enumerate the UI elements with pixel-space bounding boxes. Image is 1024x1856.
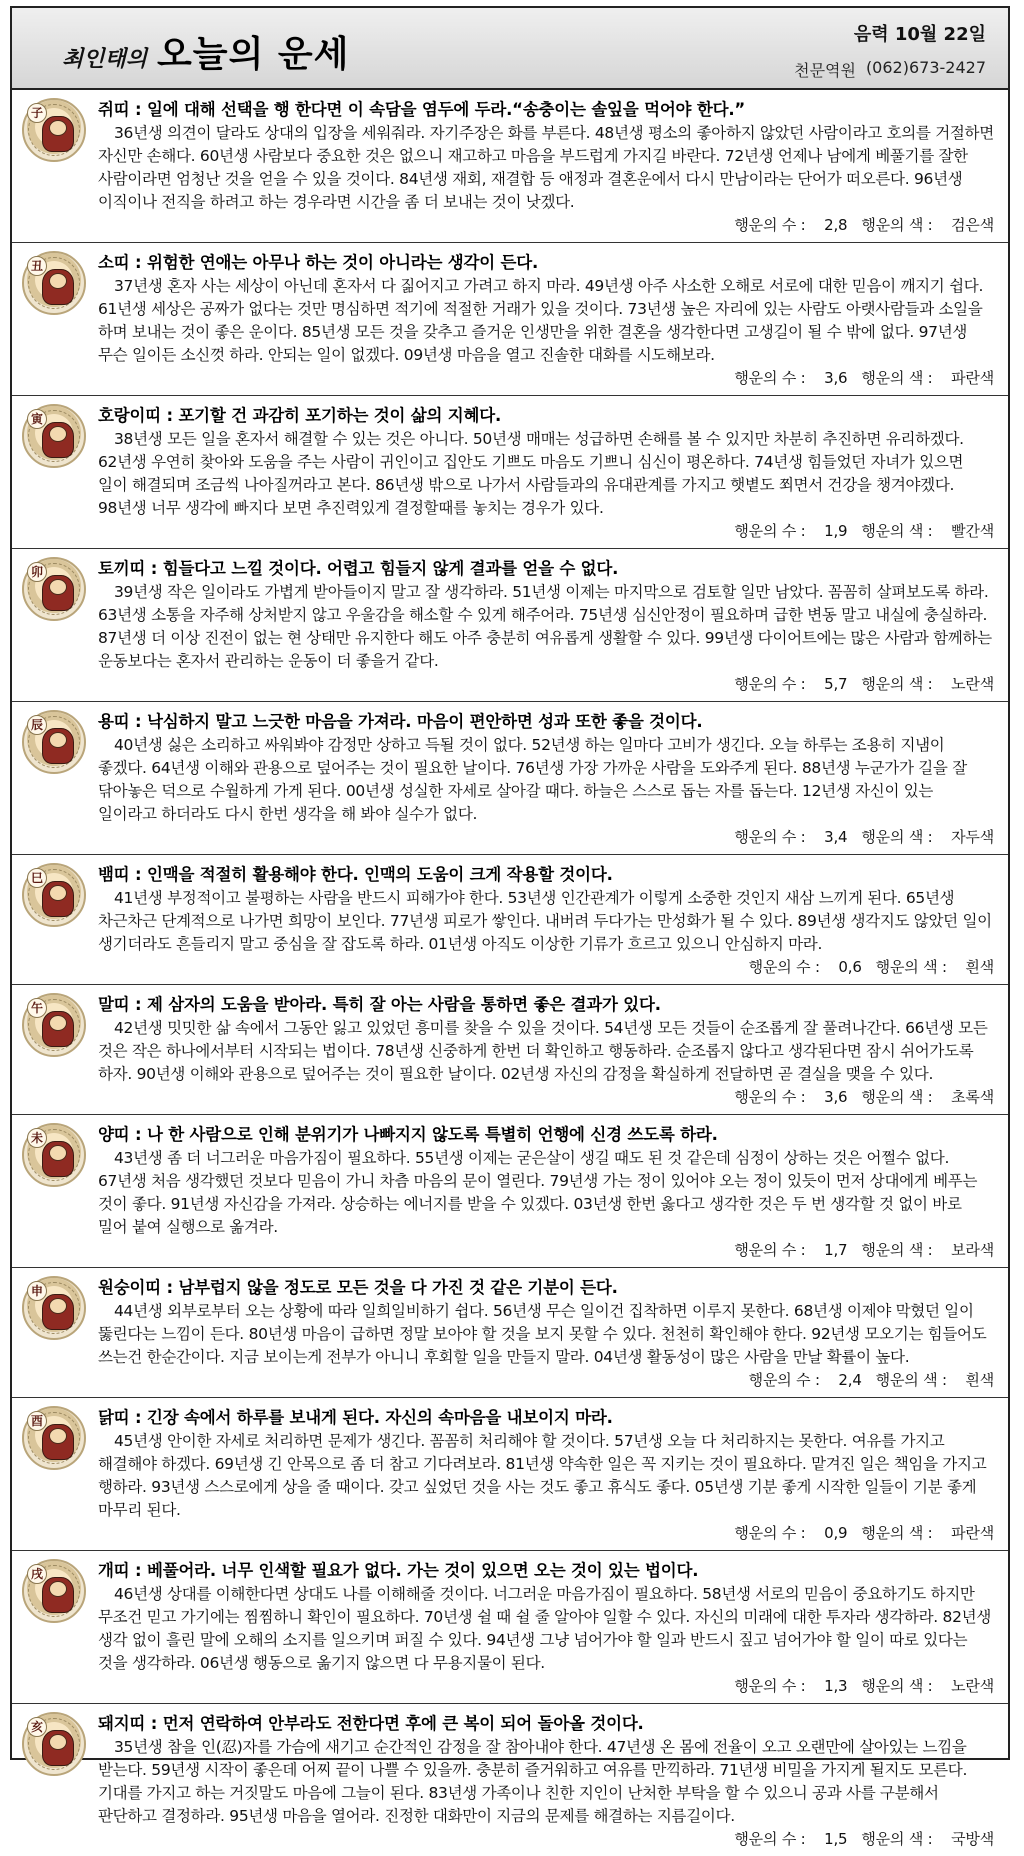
dog-zodiac-icon bbox=[22, 1559, 86, 1623]
entry-headline: 말띠 : 제 삼자의 도움을 받아라. 특히 잘 아는 사람을 통하면 좋은 결과가 있다. bbox=[98, 995, 661, 1014]
lucky-color-value: 빨간색 bbox=[951, 522, 994, 540]
entry-headline: 토끼띠 : 힘들다고 느낄 것이다. 어렵고 힘들지 않게 결과를 얻을 수 없다. bbox=[98, 559, 619, 578]
lucky-color-value: 파란색 bbox=[951, 369, 994, 387]
entry-body: 36년생 의견이 달라도 상대의 입장을 세워줘라. 자기주장은 화를 부른다. 48년생 평소의 좋아하지 않았던 사람이라고 호의를 거절하면 자신만 손해다. 60년생 사람보다 중요한 것은 없으니 재고하고 마음을 부드럽게 가지길 바란다. 72년생 언제나 남에게 베풀기를 잘한 사람이라면 엄청난 것을 얻을 수 있을 것이다. 84년생 재회, 재결합 등 애정과 결혼운에서 다시 만남이라는 단어가 떠오른다. 96년생 이직이나 전직을 하려고 하는 경우라면 시간을 좀 더 보내는 것이 낫겠다. bbox=[98, 124, 994, 211]
rooster-zodiac-icon bbox=[22, 1406, 86, 1470]
lucky-number-value: 5,7 bbox=[824, 675, 848, 693]
entry-body: 35년생 참을 인(忍)자를 가슴에 새기고 순간적인 감정을 잘 참아내야 한다. 47년생 온 몸에 전율이 오고 오랜만에 살아있는 느낌을 받는다. 59년생 시작이 좋은데 어찌 끝이 나쁠 수 있을까. 충분히 즐거워하고 여유를 만끽하라. 71년생 비밀을 가지게 될지도 모른다. 기대를 가지고 하는 거짓말도 마음에 그늘이 된다. 83년생 가족이나 친한 지인이 난처한 부탁을 할 수 있으니 공과 사를 구분해서 판단하고 결정하라. 95년생 마음을 열어라. 진정한 대화만이 지금의 문제를 해결하는 지름길이다. bbox=[98, 1738, 968, 1825]
icon-face bbox=[49, 426, 67, 442]
lucky-color bbox=[876, 958, 994, 976]
lucky-number-label: 행운의 수 : bbox=[734, 1088, 806, 1106]
entry-headline: 호랑이띠 : 포기할 건 과감히 포기하는 것이 삶의 지혜다. bbox=[98, 406, 502, 425]
entry-body: 38년생 모든 일을 혼자서 해결할 수 있는 것은 아니다. 50년생 매매는 성급하면 손해를 볼 수 있지만 차분히 추진하면 유리하겠다. 62년생 우연히 찾아와 도움을 주는 사람이 귀인이고 집안도 기쁘도 마음도 기쁘니 심신이 평온하다. 74년생 힘들었던 자녀가 있으면 일이 해결되며 조금씩 나아질꺼라고 본다. 86년생 밖으로 나가서 사람들과의 유대관계를 가지고 햇볕도 쬐면서 건강을 챙겨야겠다. 98년생 너무 생각에 빠지다 보면 추진력있게 결정할때를 놓치는 경우가 있다. bbox=[98, 430, 964, 517]
lucky-number-label: 행운의 수 : bbox=[734, 828, 806, 846]
lucky-color-value: 자두색 bbox=[951, 828, 994, 846]
horoscope-entry bbox=[12, 1268, 1008, 1398]
horoscope-list bbox=[12, 90, 1008, 1856]
icon-face bbox=[49, 273, 67, 289]
lucky-number bbox=[734, 1830, 847, 1848]
lucky-number-value: 3,6 bbox=[824, 1088, 848, 1106]
lucky-color-value: 초록색 bbox=[951, 1088, 994, 1106]
horoscope-entry bbox=[12, 1115, 1008, 1268]
horoscope-entry bbox=[12, 1704, 1008, 1856]
horoscope-entry bbox=[12, 1398, 1008, 1551]
entry-headline: 원숭이띠 : 남부럽지 않을 정도로 모든 것을 다 가진 것 같은 기분이 든다. bbox=[98, 1278, 618, 1297]
lucky-number bbox=[734, 1524, 847, 1542]
lucky-number-label: 행운의 수 : bbox=[734, 1677, 806, 1695]
lucky-number bbox=[734, 216, 847, 234]
lucky-number-label: 행운의 수 : bbox=[748, 958, 820, 976]
lucky-number bbox=[734, 1677, 847, 1695]
lucky-color-label: 행운의 색 : bbox=[861, 675, 933, 693]
icon-face bbox=[49, 1428, 67, 1444]
lucky-color-label: 행운의 색 : bbox=[861, 1088, 933, 1106]
lucky-number-label: 행운의 수 : bbox=[734, 1241, 806, 1259]
entry-body: 46년생 상대를 이해한다면 상대도 나를 이해해줄 것이다. 너그러운 마음가짐이 필요하다. 58년생 서로의 믿음이 중요하기도 하지만 무조건 믿고 가기에는 찜찜하니 확인이 필요하다. 70년생 쉴 때 쉴 줄 알아야 일할 수 있다. 자신의 미래에 대한 투자라 생각하라. 82년생 생각 없이 흘린 말에 오해의 소지를 일으키며 퍼질 수 있다. 94년생 그냥 넘어가야 할 일과 반드시 짚고 넘어가야 할 일이 따로 있다는 것을 생각하라. 06년생 행동으로 옮기지 않으면 다 무용지물이 된다. bbox=[98, 1585, 991, 1672]
entry-headline: 쥐띠 : 일에 대해 선택을 행 한다면 이 속담을 염두에 두라.“송충이는 솔잎을 먹어야 한다.” bbox=[98, 100, 746, 119]
lucky-color-label: 행운의 색 : bbox=[861, 522, 933, 540]
lucky-number-value: 1,7 bbox=[824, 1241, 848, 1259]
brand bbox=[62, 26, 349, 77]
zodiac-glyph: 申 bbox=[27, 1281, 47, 1301]
organization bbox=[794, 58, 986, 81]
zodiac-glyph: 戌 bbox=[27, 1564, 47, 1584]
lucky-number-label: 행운의 수 : bbox=[734, 216, 806, 234]
horoscope-entry bbox=[12, 396, 1008, 549]
ox-zodiac-icon bbox=[22, 251, 86, 315]
lucky-number bbox=[734, 522, 847, 540]
lucky-color-label: 행운의 색 : bbox=[861, 1830, 933, 1848]
lucky-info bbox=[98, 520, 994, 542]
page-title: 오늘의 운세 bbox=[157, 33, 350, 75]
lucky-number bbox=[734, 369, 847, 387]
lucky-color-label: 행운의 색 : bbox=[875, 958, 947, 976]
lucky-color-value: 국방색 bbox=[951, 1830, 994, 1848]
lucky-info bbox=[98, 1828, 994, 1850]
lucky-color-value: 흰색 bbox=[965, 1371, 994, 1389]
icon-face bbox=[49, 1145, 67, 1161]
lucky-color-value: 보라색 bbox=[951, 1241, 994, 1259]
lucky-number-label: 행운의 수 : bbox=[734, 1830, 806, 1848]
horse-zodiac-icon bbox=[22, 993, 86, 1057]
horoscope-entry bbox=[12, 855, 1008, 985]
lucky-number-value: 2,8 bbox=[824, 216, 848, 234]
rat-zodiac-icon bbox=[22, 98, 86, 162]
icon-face bbox=[49, 120, 67, 136]
horoscope-entry bbox=[12, 985, 1008, 1115]
zodiac-glyph: 辰 bbox=[27, 715, 47, 735]
zodiac-glyph: 亥 bbox=[27, 1717, 47, 1737]
lucky-color-label: 행운의 색 : bbox=[861, 1241, 933, 1259]
icon-face bbox=[49, 1581, 67, 1597]
lucky-number-value: 1,3 bbox=[824, 1677, 848, 1695]
entry-headline: 개띠 : 베풀어라. 너무 인색할 필요가 없다. 가는 것이 있으면 오는 것이 있는 법이다. bbox=[98, 1561, 699, 1580]
tiger-zodiac-icon bbox=[22, 404, 86, 468]
entry-body: 37년생 혼자 사는 세상이 아닌데 혼자서 다 짊어지고 가려고 하지 마라. 49년생 아주 사소한 오해로 서로에 대한 믿음이 깨지기 쉽다. 61년생 세상은 공짜가 없다는 것만 명심하면 적기에 적절한 거래가 있을 것이다. 73년생 높은 자리에 있는 사람도 아랫사람들과 소일을 하며 보내는 것이 좋은 운이다. 85년생 모든 것을 갖추고 즐거운 인생만을 위한 결혼을 생각한다면 고생길이 될 수 밖에 없다. 97년생 무슨 일이든 소신껏 하라. 안되는 일이 없겠다. 09년생 마음을 열고 진솔한 대화를 시도해보라. bbox=[98, 277, 984, 364]
lucky-number bbox=[734, 1241, 847, 1259]
entry-headline: 용띠 : 낙심하지 말고 느긋한 마음을 가져라. 마음이 편안하면 성과 또한 좋을 것이다. bbox=[98, 712, 703, 731]
horoscope-entry bbox=[12, 702, 1008, 855]
horoscope-page bbox=[10, 6, 1010, 1848]
lucky-number-value: 1,5 bbox=[824, 1830, 848, 1848]
lucky-color bbox=[861, 1088, 994, 1106]
icon-face bbox=[49, 1298, 67, 1314]
zodiac-glyph: 午 bbox=[27, 998, 47, 1018]
organization-name: 천문역원 bbox=[794, 61, 856, 80]
lucky-number-label: 행운의 수 : bbox=[734, 369, 806, 387]
entry-headline: 뱀띠 : 인맥을 적절히 활용해야 한다. 인맥의 도움이 크게 작용할 것이다. bbox=[98, 865, 613, 884]
lucky-color-label: 행운의 색 : bbox=[875, 1371, 947, 1389]
lunar-date: 음력 10월 22일 bbox=[853, 24, 986, 45]
lucky-color bbox=[861, 216, 994, 234]
lucky-color bbox=[861, 675, 994, 693]
lucky-color bbox=[861, 369, 994, 387]
lucky-info bbox=[98, 1086, 994, 1108]
icon-face bbox=[49, 885, 67, 901]
entry-body: 40년생 싫은 소리하고 싸워봐야 감정만 상하고 득될 것이 없다. 52년생 하는 일마다 고비가 생긴다. 오늘 하루는 조용히 지냄이 좋겠다. 64년생 이해와 관용으로 덮어주는 것이 필요한 날이다. 76년생 가장 가까운 사람을 도와주게 된다. 88년생 누군가가 길을 잘 닦아놓은 덕으로 수월하게 가게 된다. 00년생 성실한 자세로 살아갈 때다. 하늘은 스스로 돕는 자를 돕는다. 12년생 자신이 있는 일이라고 하더라도 다시 한번 생각을 해 봐야 실수가 없다. bbox=[98, 736, 967, 823]
author-name: 최인태의 bbox=[62, 46, 148, 72]
horoscope-entry bbox=[12, 90, 1008, 243]
horoscope-entry bbox=[12, 549, 1008, 702]
lucky-color bbox=[861, 1241, 994, 1259]
lucky-color bbox=[861, 1524, 994, 1542]
lucky-number bbox=[749, 1371, 862, 1389]
lucky-color-label: 행운의 색 : bbox=[861, 369, 933, 387]
pig-zodiac-icon bbox=[22, 1712, 86, 1776]
horoscope-entry bbox=[12, 243, 1008, 396]
lucky-info bbox=[98, 1522, 994, 1544]
lucky-number-value: 3,4 bbox=[824, 828, 848, 846]
monkey-zodiac-icon bbox=[22, 1276, 86, 1340]
snake-zodiac-icon bbox=[22, 863, 86, 927]
entry-body: 39년생 작은 일이라도 가볍게 받아들이지 말고 잘 생각하라. 51년생 이제는 마지막으로 검토할 일만 남았다. 꼼꼼히 살펴보도록 하라. 63년생 소통을 자주해 상처받지 않고 우울감을 해소할 수 있게 해주어라. 75년생 심신안정이 필요하며 급한 변동 말고 내실에 충실하라. 87년생 더 이상 진전이 없는 현 상태만 유지한다 해도 아주 충분히 여유롭게 생활할 수 있다. 99년생 다이어트에는 많은 사람과 함께하는 운동보다는 혼자서 관리하는 운동이 더 좋을거 같다. bbox=[98, 583, 992, 670]
entry-body: 45년생 안이한 자세로 처리하면 문제가 생긴다. 꼼꼼히 처리해야 할 것이다. 57년생 오늘 다 처리하지는 못한다. 여유를 가지고 해결해야 하겠다. 69년생 긴 안목으로 좀 더 참고 기다려보라. 81년생 약속한 일은 꼭 지키는 것이 필요하다. 맡겨진 일은 책임을 가지고 행하라. 93년생 스스로에게 상을 줄 때이다. 갖고 싶었던 것을 사는 것도 좋고 휴식도 좋다. 05년생 기분 좋게 시작한 일들이 기분 좋게 마무리 된다. bbox=[98, 1432, 987, 1519]
lucky-info bbox=[98, 956, 994, 978]
dragon-zodiac-icon bbox=[22, 710, 86, 774]
zodiac-glyph: 酉 bbox=[27, 1411, 47, 1431]
organization-phone: (062)673-2427 bbox=[865, 58, 986, 77]
entry-body: 44년생 외부로부터 오는 상황에 따라 일희일비하기 쉽다. 56년생 무슨 일이건 집착하면 이루지 못한다. 68년생 이제야 막혔던 일이 뚫린다는 느낌이 든다. 80년생 마음이 급하면 정말 보아야 할 것을 보지 못할 수 있다. 천천히 확인해야 한다. 92년생 모오기는 힘들어도 쓰는건 한순간이다. 지금 보이는게 전부가 아니니 후회할 일을 만들지 말라. 04년생 활동성이 많은 사람을 만날 확률이 높다. bbox=[98, 1302, 987, 1366]
lucky-color bbox=[861, 828, 994, 846]
zodiac-glyph: 巳 bbox=[27, 868, 47, 888]
sheep-zodiac-icon bbox=[22, 1123, 86, 1187]
lucky-color-value: 노란색 bbox=[951, 675, 994, 693]
lucky-color-value: 검은색 bbox=[951, 216, 994, 234]
lucky-number-label: 행운의 수 : bbox=[734, 675, 806, 693]
lucky-number bbox=[734, 828, 847, 846]
zodiac-glyph: 子 bbox=[27, 103, 47, 123]
lucky-info bbox=[98, 826, 994, 848]
lucky-number-value: 2,4 bbox=[838, 1371, 862, 1389]
zodiac-glyph: 卯 bbox=[27, 562, 47, 582]
lucky-number bbox=[749, 958, 862, 976]
entry-headline: 닭띠 : 긴장 속에서 하루를 보내게 된다. 자신의 속마음을 내보이지 마라. bbox=[98, 1408, 613, 1427]
lucky-color-label: 행운의 색 : bbox=[861, 1524, 933, 1542]
lucky-number-label: 행운의 수 : bbox=[734, 522, 806, 540]
lucky-info bbox=[98, 673, 994, 695]
lucky-color bbox=[876, 1371, 994, 1389]
icon-face bbox=[49, 1734, 67, 1750]
lucky-number-value: 0,6 bbox=[838, 958, 862, 976]
lucky-info bbox=[98, 367, 994, 389]
lucky-number-label: 행운의 수 : bbox=[748, 1371, 820, 1389]
horoscope-entry bbox=[12, 1551, 1008, 1704]
lucky-number bbox=[734, 675, 847, 693]
lucky-color-value: 파란색 bbox=[951, 1524, 994, 1542]
lucky-info bbox=[98, 1369, 994, 1391]
entry-headline: 소띠 : 위험한 연애는 아무나 하는 것이 아니라는 생각이 든다. bbox=[98, 253, 539, 272]
lucky-color bbox=[861, 1677, 994, 1695]
lucky-color-label: 행운의 색 : bbox=[861, 216, 933, 234]
lucky-number-label: 행운의 수 : bbox=[734, 1524, 806, 1542]
lucky-info bbox=[98, 214, 994, 236]
icon-face bbox=[49, 579, 67, 595]
lucky-color-value: 노란색 bbox=[951, 1677, 994, 1695]
entry-headline: 양띠 : 나 한 사람으로 인해 분위기가 나빠지지 않도록 특별히 언행에 신경 쓰도록 하라. bbox=[98, 1125, 718, 1144]
entry-headline: 돼지띠 : 먼저 연락하여 안부라도 전한다면 후에 큰 복이 되어 돌아올 것이다. bbox=[98, 1714, 644, 1733]
icon-face bbox=[49, 732, 67, 748]
entry-body: 42년생 밋밋한 삶 속에서 그동안 잃고 있었던 흥미를 찾을 수 있을 것이다. 54년생 모든 것들이 순조롭게 잘 풀려나간다. 66년생 모든 것은 작은 하나에서부터 시작되는 법이다. 78년생 신중하게 한번 더 확인하고 행동하라. 순조롭지 않다고 생각된다면 잠시 쉬어가도록 하자. 90년생 이해와 관용으로 덮어주는 것이 필요한 날이다. 02년생 자신의 감정을 확실하게 전달하면 곧 결실을 맺을 수 있다. bbox=[98, 1019, 988, 1083]
lucky-info bbox=[98, 1239, 994, 1261]
lucky-number-value: 0,9 bbox=[824, 1524, 848, 1542]
zodiac-glyph: 寅 bbox=[27, 409, 47, 429]
entry-body: 43년생 좀 더 너그러운 마음가짐이 필요하다. 55년생 이제는 굳은살이 생길 때도 된 것 같은데 심정이 상하는 것은 어쩔수 없다. 67년생 처음 생각했던 것보다 믿음이 가니 차츰 마음의 문이 열린다. 79년생 가는 정이 있어야 오는 정이 있듯이 먼저 상대에게 베푸는 것이 좋다. 91년생 자신감을 가져라. 상승하는 에너지를 받을 수 있겠다. 03년생 한번 옳다고 생각한 것은 두 번 생각할 것 없이 바로 밀어 붙여 실행으로 옮겨라. bbox=[98, 1149, 978, 1236]
zodiac-glyph: 未 bbox=[27, 1128, 47, 1148]
lucky-info bbox=[98, 1675, 994, 1697]
lucky-color bbox=[861, 522, 994, 540]
lucky-color-label: 행운의 색 : bbox=[861, 1677, 933, 1695]
lucky-number-value: 1,9 bbox=[824, 522, 848, 540]
lucky-color-value: 흰색 bbox=[965, 958, 994, 976]
lucky-color-label: 행운의 색 : bbox=[861, 828, 933, 846]
rabbit-zodiac-icon bbox=[22, 557, 86, 621]
lucky-number-value: 3,6 bbox=[824, 369, 848, 387]
entry-body: 41년생 부정적이고 불평하는 사람을 반드시 피해가야 한다. 53년생 인간관계가 이렇게 소중한 것인지 새삼 느끼게 된다. 65년생 차근차근 단계적으로 나가면 희망이 보인다. 77년생 피로가 쌓인다. 내버려 두다가는 만성화가 될 수 있다. 89년생 생각지도 않았던 일이 생기더라도 흔들리지 말고 중심을 잘 잡도록 하라. 01년생 아직도 이상한 기류가 흐르고 있으니 안심하지 마라. bbox=[98, 889, 992, 953]
icon-face bbox=[49, 1015, 67, 1031]
zodiac-glyph: 丑 bbox=[27, 256, 47, 276]
page-header bbox=[12, 8, 1008, 90]
lucky-number bbox=[734, 1088, 847, 1106]
lucky-color bbox=[861, 1830, 994, 1848]
